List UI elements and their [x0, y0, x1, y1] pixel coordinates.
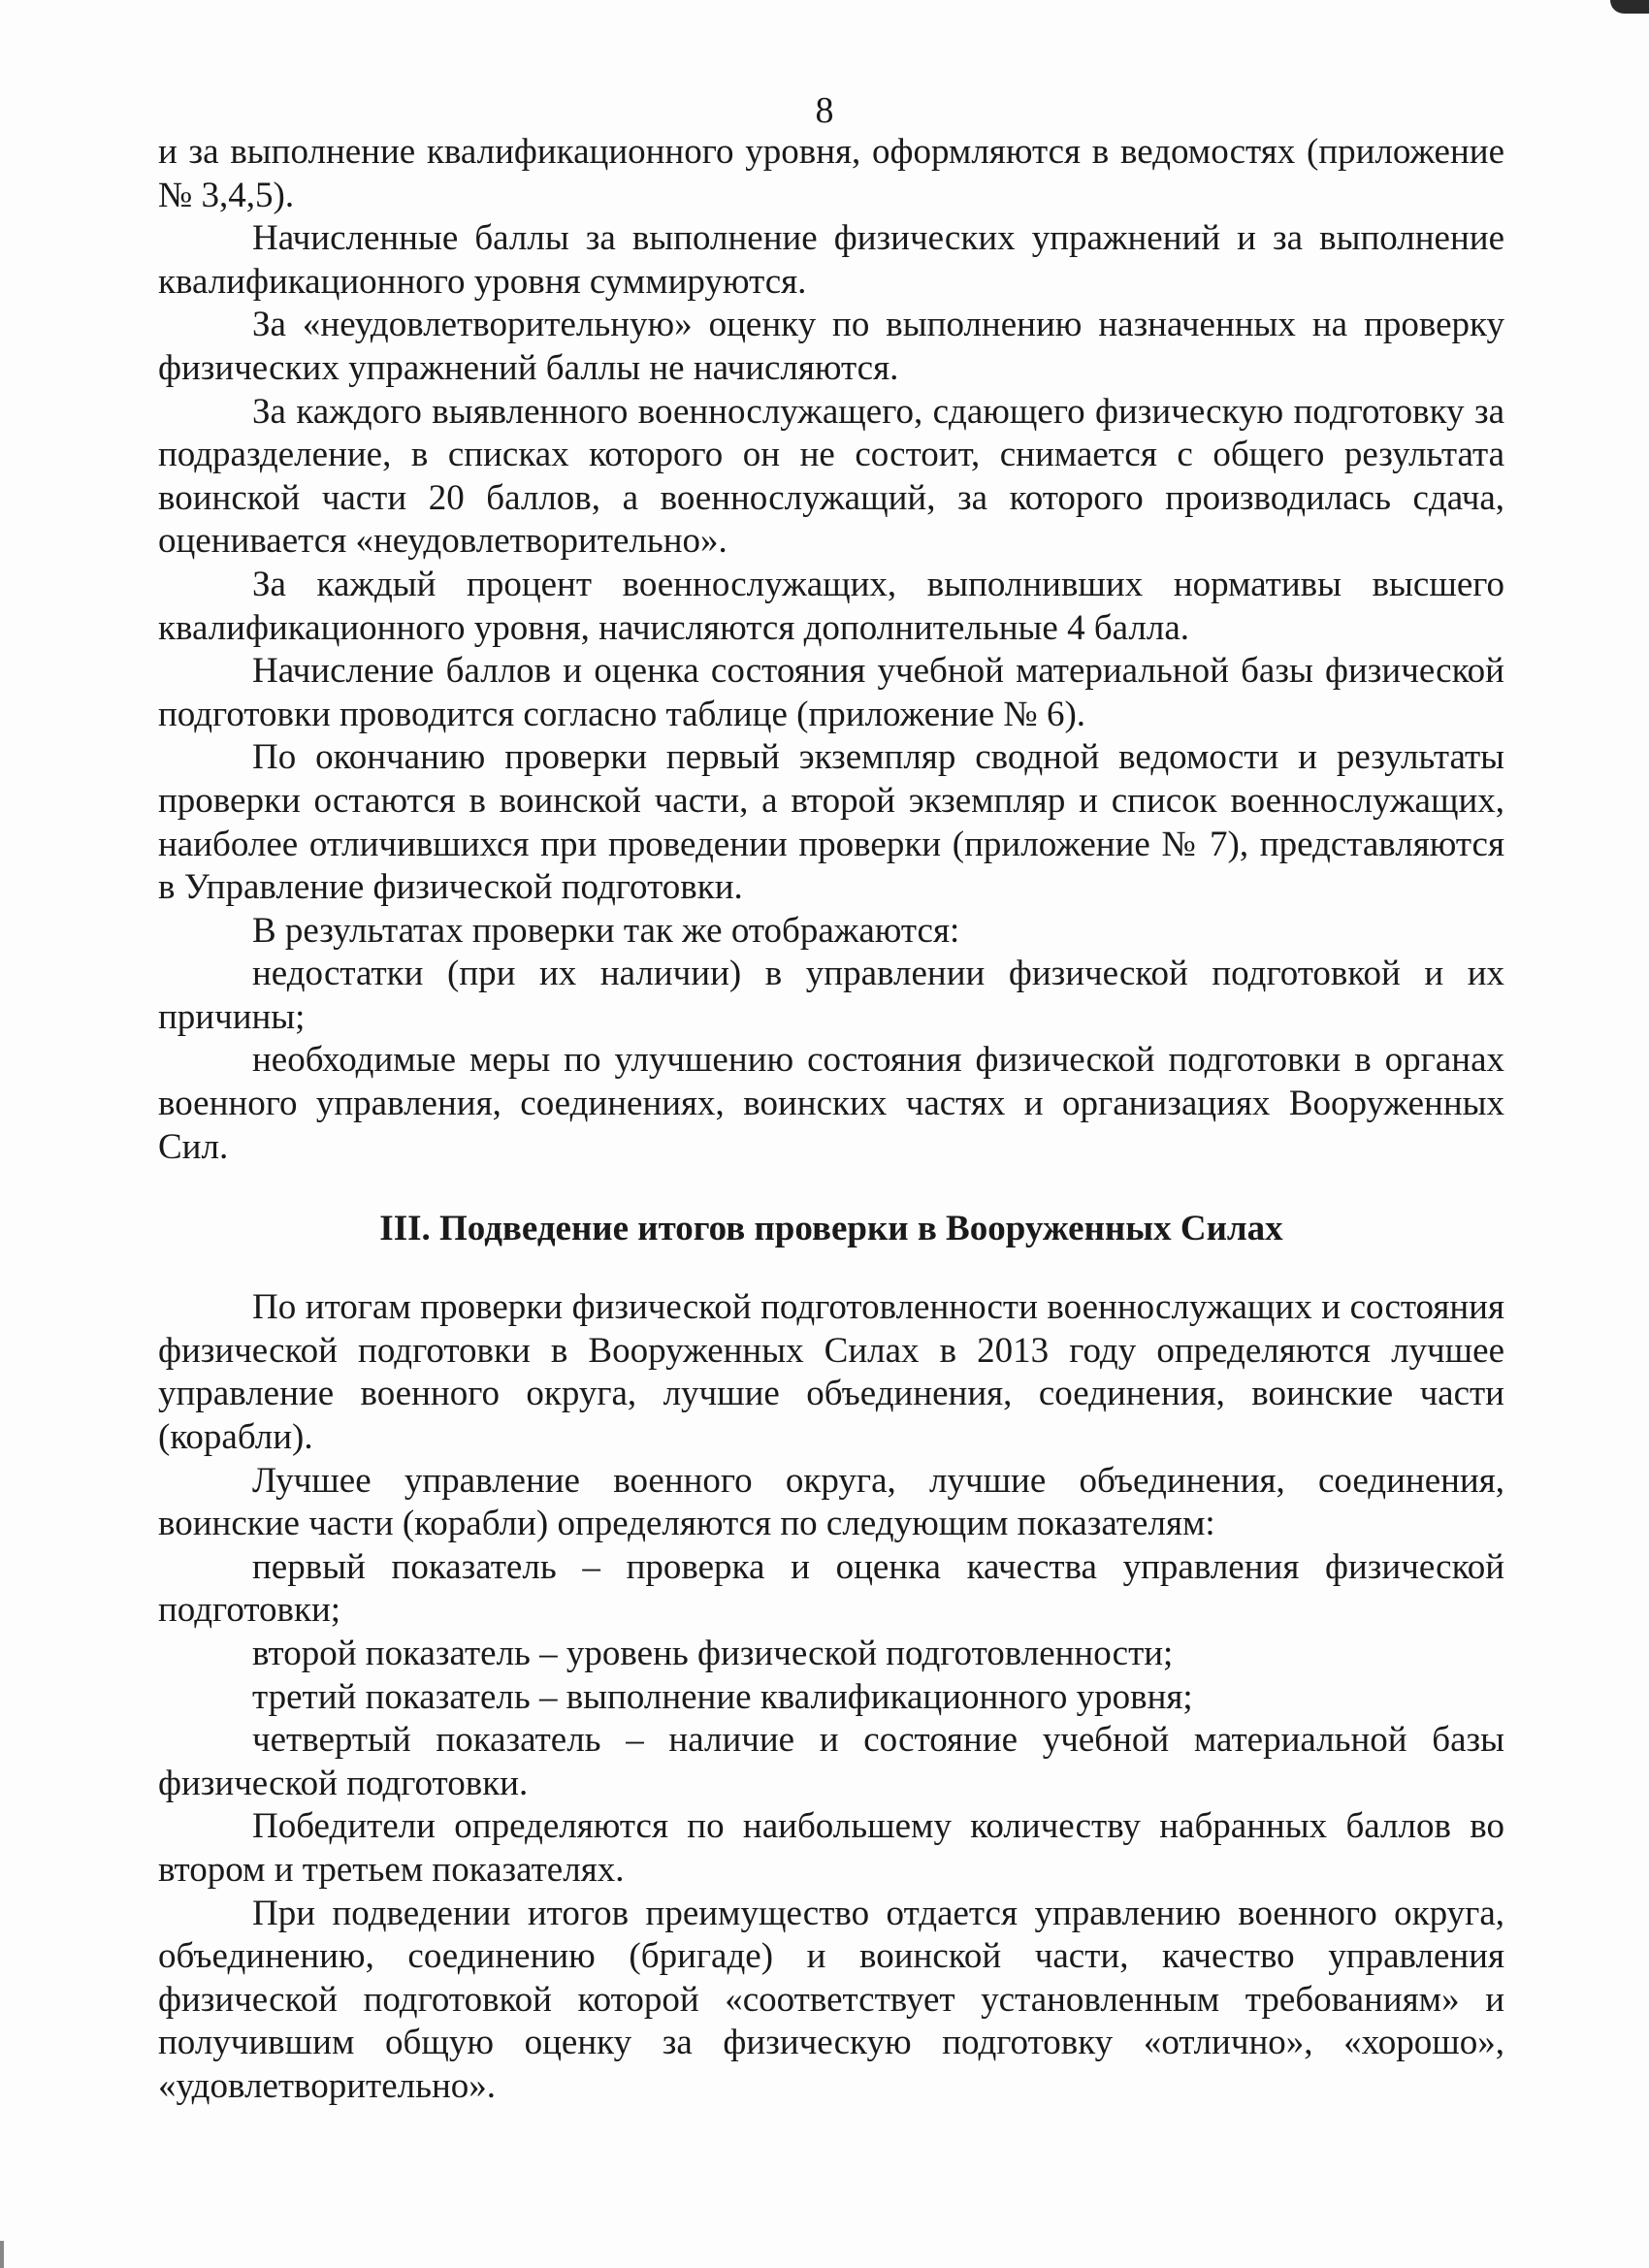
scan-artifact — [0, 2241, 4, 2268]
page-number: 8 — [815, 90, 834, 131]
paragraph: По окончанию проверки первый экземпляр сводной ведомости и результаты проверки остаются в воинской части, а второй экземпляр и список военнослужащих, наиболее отличившихся при проведении проверки (приложение № 7), представляются в Управление физической подготовки. — [158, 737, 1504, 908]
paragraph: четвертый показатель – наличие и состояние учебной материальной базы физической подготовки. — [158, 1720, 1504, 1803]
paragraph: первый показатель – проверка и оценка качества управления физической подготовки; — [158, 1546, 1504, 1631]
paragraph: В результатах проверки так же отображаются: — [252, 910, 960, 951]
paragraph: второй показатель – уровень физической подготовленности; — [252, 1634, 1174, 1673]
paragraph: За каждый процент военнослужащих, выполнивших нормативы высшего квалификационного уровня, начисляются дополнительные 4 балла. — [158, 564, 1504, 648]
scan-artifact — [1610, 0, 1649, 14]
paragraph: Начисленные баллы за выполнение физических упражнений и за выполнение квалификационного уровня суммируются. — [158, 218, 1504, 302]
paragraph: По итогам проверки физической подготовленности военнослужащих и состояния физической подготовки в Вооруженных Силах в 2013 году определяются лучшее управление военного округа, лучшие объединения, соединения, воинские части (корабли). — [158, 1287, 1504, 1458]
paragraph: За «неудовлетворительную» оценку по выполнению назначенных на проверку физических упражнений баллы не начисляются. — [158, 305, 1504, 388]
paragraph: необходимые меры по улучшению состояния физической подготовки в органах военного управления, соединениях, воинских частях и организациях Вооруженных Сил. — [158, 1040, 1504, 1167]
paragraph: За каждого выявленного военнослужащего, сдающего физическую подготовку за подразделение, в списках которого он не состоит, снимается с общего результата воинской части 20 баллов, а военнослужащий, за которого производилась сдача, оценивается «неудовлетворительно». — [158, 391, 1504, 562]
paragraph: Начисление баллов и оценка состояния учебной материальной базы физической подготовки проводится согласно таблице (приложение № 6). — [158, 651, 1504, 734]
paragraph: Победители определяются по наибольшему количеству набранных баллов во втором и третьем показателях. — [158, 1806, 1504, 1890]
paragraphs-after-heading — [158, 1286, 1504, 2108]
paragraphs-before-heading — [158, 131, 1504, 1169]
paragraph: При подведении итогов преимущество отдается управлению военного округа, объединению, соединению (бригаде) и воинской части, качество управления физической подготовкой которой «соответствует установленным требованиям» и получившим общую оценку за физическую подготовку «отлично», «хорошо», «удовлетворительно». — [158, 1893, 1504, 2106]
document-body — [158, 131, 1504, 2109]
section-heading: III. Подведение итогов проверки в Вооруженных Силах — [379, 1209, 1283, 1249]
paragraph: недостатки (при их наличии) в управлении физической подготовкой и их причины; — [158, 954, 1504, 1037]
paragraph: и за выполнение квалификационного уровня, оформляются в ведомостях (приложение № 3,4,5). — [158, 132, 1504, 215]
paragraph: третий показатель – выполнение квалификационного уровня; — [252, 1676, 1193, 1717]
paragraph: Лучшее управление военного округа, лучшие объединения, соединения, воинские части (корабли) определяются по следующим показателям: — [158, 1460, 1504, 1544]
